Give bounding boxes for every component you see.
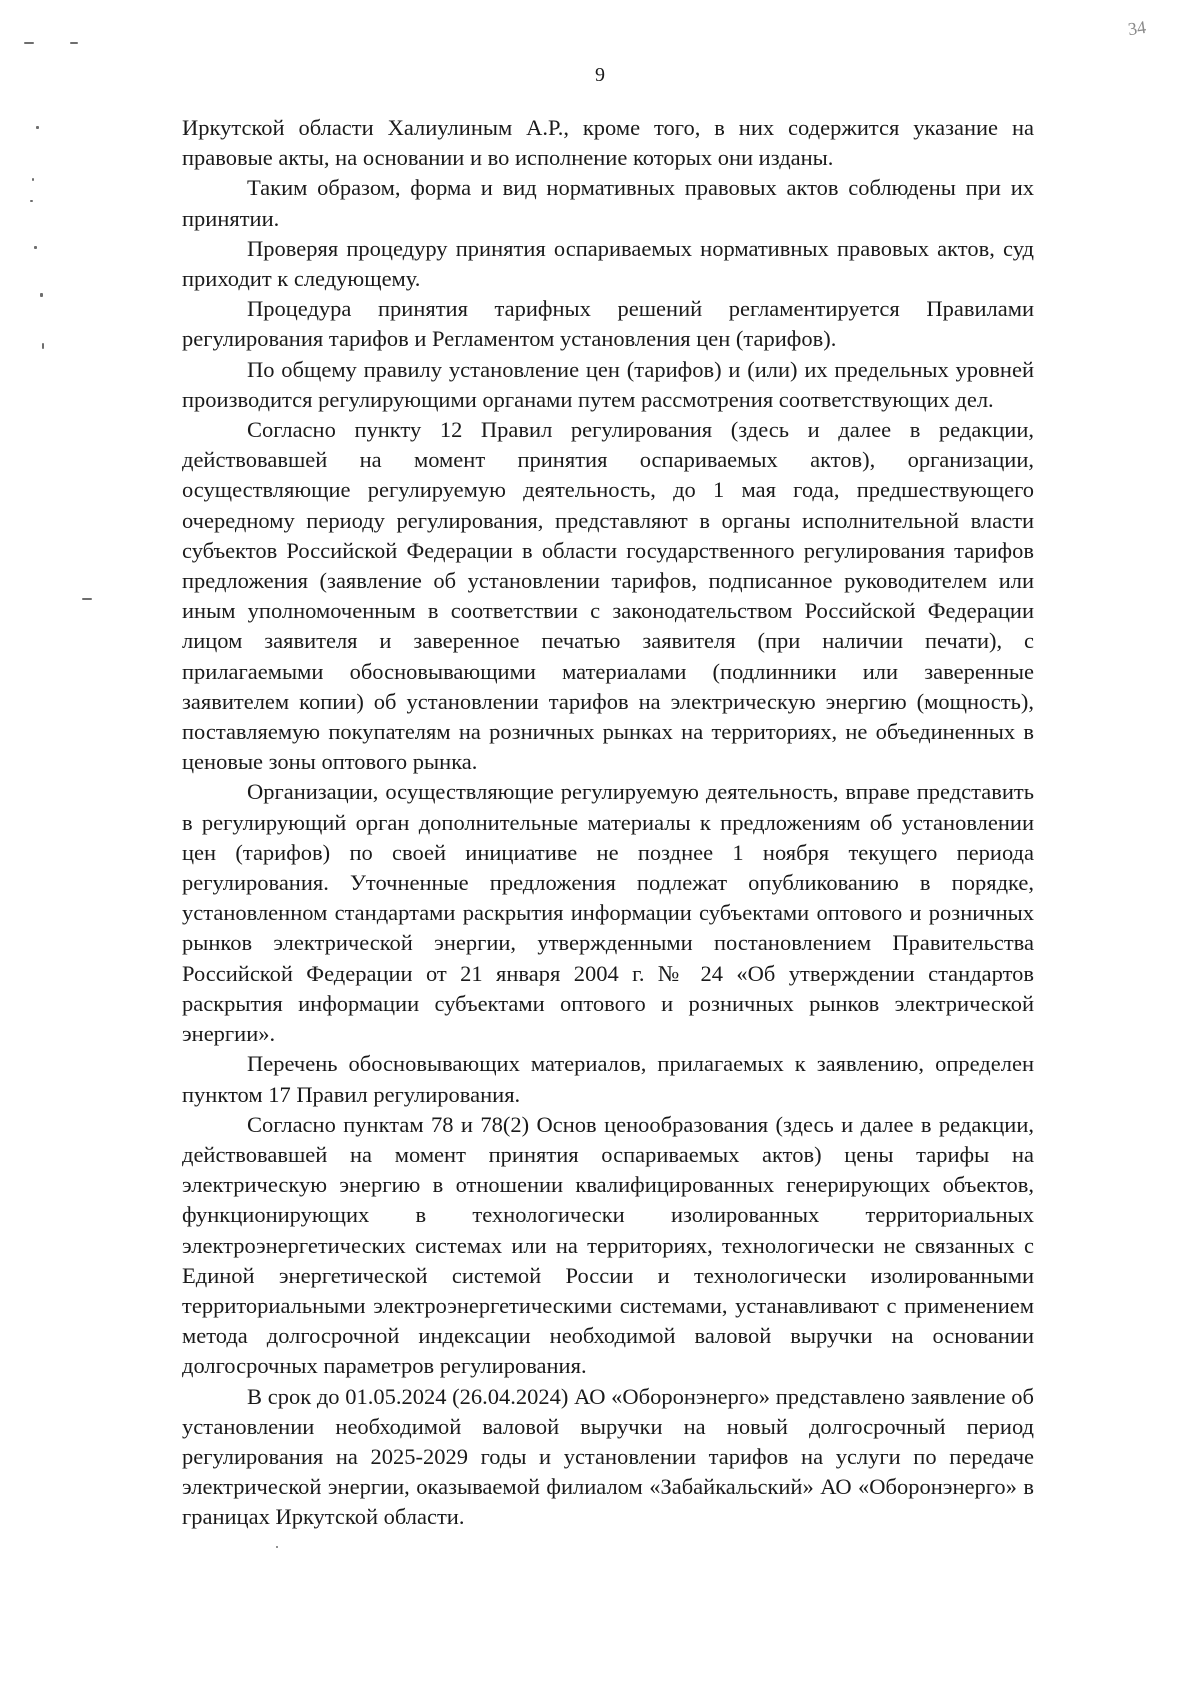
paragraph: Согласно пунктам 78 и 78(2) Основ ценообразования (здесь и далее в редакции, действовавшей на момент принятия оспариваемых актов) цены тарифы на электрическую энергию в отношении квалифицированных генерирующих объектов, функционирующих в технологически изолированных территориальных электроэнергетических системах или на территориях, технологически не связанных с Единой энергетической системой России и технологически изолированными территориальными электроэнергетическими системами, устанавливают с применением метода долгосрочной индексации необходимой валовой выручки на основании долгосрочных параметров регулирования. <box>182 1111 1034 1379</box>
scan-artifact <box>34 246 37 249</box>
paragraph: Проверяя процедуру принятия оспариваемых нормативных правовых актов, суд приходит к следующему. <box>182 235 1034 292</box>
scan-artifact <box>70 42 78 44</box>
document-body <box>182 113 1034 1533</box>
scan-artifact <box>40 293 43 297</box>
scan-artifact <box>276 1546 278 1548</box>
scan-artifact <box>30 200 33 202</box>
paragraph: По общему правилу установление цен (тарифов) и (или) их предельных уровней производится регулирующими органами путем рассмотрения соответствующих дел. <box>182 356 1034 412</box>
scan-artifact <box>32 178 34 181</box>
scan-artifact <box>82 598 92 600</box>
paragraph: Процедура принятия тарифных решений регламентируется Правилами регулирования тарифов и Регламентом установления цен (тарифов). <box>182 296 1034 352</box>
page-number: 9 <box>595 64 605 86</box>
paragraph-continuation: Иркутской области Халиулиным А.Р., кроме того, в них содержится указание на правовые акты, на основании и во исполнение которых они изданы. <box>182 115 1034 171</box>
scan-artifact <box>36 126 39 129</box>
scan-artifact <box>24 42 34 44</box>
paragraph: Таким образом, форма и вид нормативных правовых актов соблюдены при их принятии. <box>182 175 1034 231</box>
scan-artifact <box>42 343 44 349</box>
paragraph: Согласно пункту 12 Правил регулирования (здесь и далее в редакции, действовавшей на момент принятия оспариваемых актов), организации, осуществляющие регулируемую деятельность, до 1 мая года, предшествующего очередному периоду регулирования, представляют в органы исполнительной власти субъектов Российской Федерации в области государственного регулирования тарифов предложения (заявление об установлении тарифов, подписанное руководителем или иным уполномоченным в соответствии с законодательством Российской Федерации лицом заявителя и заверенное печатью заявителя (при наличии печати), с прилагаемыми обосновывающими материалами (подлинники или заверенные заявителем копии) об установлении тарифов на электрическую энергию (мощность), поставляемую покупателям на розничных рынках на территориях, не объединенных в ценовые зоны оптового рынка. <box>182 417 1034 775</box>
handwritten-corner-mark: 34 <box>1126 16 1148 40</box>
paragraph: Организации, осуществляющие регулируемую деятельность, вправе представить в регулирующий орган дополнительные материалы к предложениям об установлении цен (тарифов) по своей инициативе не позднее 1 ноября текущего периода регулирования. Уточненные предложения подлежат опубликованию в порядке, установленном стандартами раскрытия информации субъектами оптового и розничных рынков электрической энергии, утвержденными постановлением Правительства Российской Федерации от 21 января 2004 г. № 24 «Об утверждении стандартов раскрытия информации субъектами оптового и розничных рынков электрической энергии». <box>182 779 1034 1047</box>
paragraph: В срок до 01.05.2024 (26.04.2024) АО «Оборонэнерго» представлено заявление об установлении необходимой валовой выручки на новый долгосрочный период регулирования на 2025-2029 годы и установлении тарифов на услуги по передаче электрической энергии, оказываемой филиалом «Забайкальский» АО «Оборонэнерго» в границах Иркутской области. <box>182 1383 1034 1530</box>
paragraph: Перечень обосновывающих материалов, прилагаемых к заявлению, определен пунктом 17 Правил регулирования. <box>182 1051 1034 1107</box>
